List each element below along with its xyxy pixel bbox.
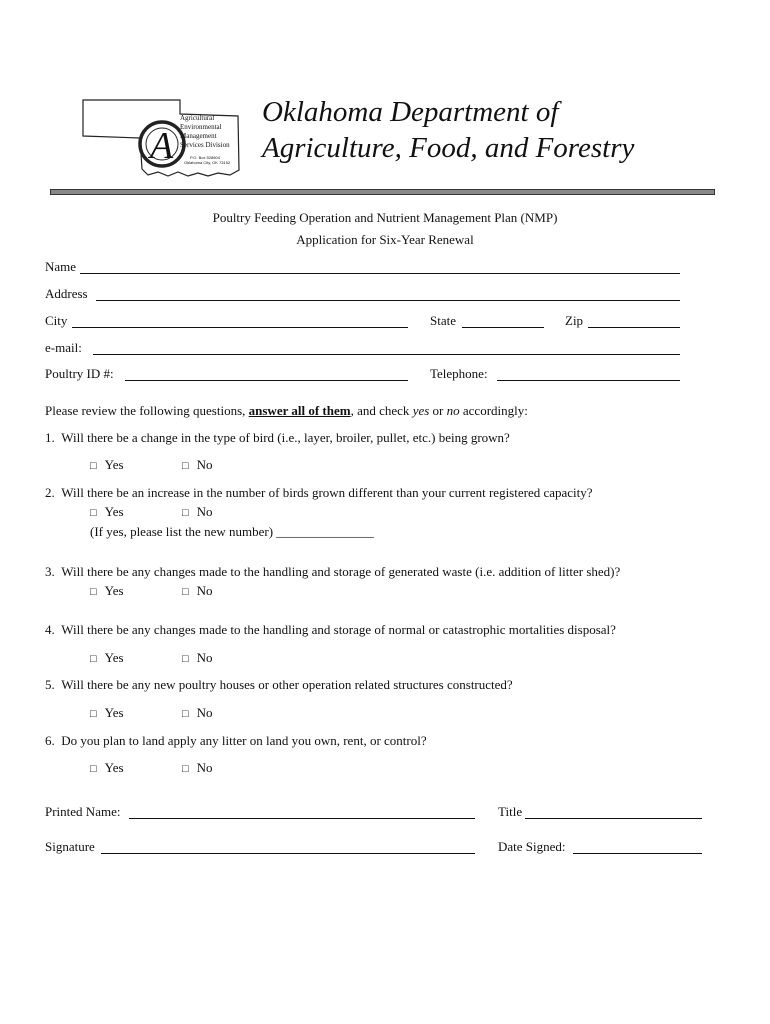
instructions: Please review the following questions, answer all of them, and check yes or no accordingly: (45, 403, 528, 418)
signature-field[interactable] (101, 853, 475, 854)
logo-address-2: Oklahoma City, OK 73152 (184, 160, 231, 165)
q6-no-option[interactable]: □ No (182, 760, 213, 775)
question-2-note[interactable]: (If yes, please list the new number) _______________ (90, 524, 374, 539)
name-label: Name (45, 259, 77, 274)
checkbox-icon[interactable]: □ (182, 708, 189, 720)
date-signed-field[interactable] (573, 853, 702, 854)
checkbox-icon[interactable]: □ (182, 460, 189, 472)
email-label: e-mail: (45, 340, 82, 355)
instructions-emphasis: answer all of them (248, 403, 351, 418)
zip-label: Zip (565, 313, 584, 328)
q2-yes-option[interactable]: □ Yes (90, 504, 124, 519)
question-2: 2. Will there be an increase in the number of birds grown different than your current registered capacity? (45, 485, 593, 500)
q2-no-option[interactable]: □ No (182, 504, 213, 519)
question-1: 1. Will there be a change in the type of bird (i.e., layer, broiler, pullet, etc.) being grown? (45, 430, 510, 445)
title-field[interactable] (525, 818, 702, 819)
checkbox-icon[interactable]: □ (90, 460, 97, 472)
q4-no-option[interactable]: □ No (182, 650, 213, 665)
telephone-label: Telephone: (430, 366, 488, 381)
department-title (262, 94, 634, 166)
agency-logo (80, 96, 242, 180)
q4-yes-option[interactable]: □ Yes (90, 650, 124, 665)
checkbox-icon[interactable]: □ (182, 586, 189, 598)
telephone-field[interactable] (497, 380, 680, 381)
q5-no-option[interactable]: □ No (182, 705, 213, 720)
q1-no-option[interactable]: □ No (182, 457, 213, 472)
logo-line-2: Environmental (180, 123, 222, 131)
email-field[interactable] (93, 354, 680, 355)
printed-name-label: Printed Name: (45, 804, 121, 819)
date-signed-label: Date Signed: (498, 839, 566, 854)
checkbox-icon[interactable]: □ (182, 507, 189, 519)
form-heading: Poultry Feeding Operation and Nutrient Management Plan (NMP) (212, 210, 558, 225)
question-3: 3. Will there be any changes made to the handling and storage of generated waste (i.e. addition of litter shed)? (45, 564, 621, 579)
logo-line-4: Services Division (180, 141, 230, 149)
q6-yes-option[interactable]: □ Yes (90, 760, 124, 775)
question-2-options (90, 504, 274, 521)
question-5: 5. Will there be any new poultry houses or other operation related structures constructed? (45, 677, 513, 692)
q1-yes-option[interactable]: □ Yes (90, 457, 124, 472)
form-subheading: Application for Six-Year Renewal (296, 232, 474, 247)
question-4-options (90, 650, 274, 667)
q3-yes-option[interactable]: □ Yes (90, 583, 124, 598)
address-field[interactable] (96, 300, 680, 301)
checkbox-icon[interactable]: □ (182, 653, 189, 665)
city-field[interactable] (72, 327, 408, 328)
question-4: 4. Will there be any changes made to the handling and storage of normal or catastrophic mortalities disposal? (45, 622, 616, 637)
q5-yes-option[interactable]: □ Yes (90, 705, 124, 720)
checkbox-icon[interactable]: □ (90, 507, 97, 519)
checkbox-icon[interactable]: □ (90, 653, 97, 665)
checkbox-icon[interactable]: □ (90, 708, 97, 720)
state-field[interactable] (462, 327, 544, 328)
logo-line-1: Agricultural (180, 114, 215, 122)
logo-address-1: P.O. Box 528804 (190, 155, 220, 160)
title-line-1: Oklahoma Department of (262, 96, 559, 128)
logo-letter: A (150, 125, 174, 167)
question-6: 6. Do you plan to land apply any litter on land you own, rent, or control? (45, 733, 427, 748)
poultry-id-field[interactable] (125, 380, 408, 381)
question-5-options (90, 705, 274, 722)
printed-name-field[interactable] (129, 818, 475, 819)
question-6-options (90, 760, 274, 777)
zip-field[interactable] (588, 327, 680, 328)
question-3-options (90, 583, 274, 600)
title-label: Title (498, 804, 523, 819)
state-label: State (430, 313, 456, 328)
header-divider (50, 189, 715, 195)
q3-no-option[interactable]: □ No (182, 583, 213, 598)
checkbox-icon[interactable]: □ (90, 586, 97, 598)
logo-line-3: Management (180, 132, 217, 140)
title-line-2: Agriculture, Food, and Forestry (262, 132, 635, 164)
question-1-options (90, 457, 274, 474)
address-label: Address (45, 286, 88, 301)
checkbox-icon[interactable]: □ (90, 763, 97, 775)
name-field[interactable] (80, 273, 680, 274)
signature-label: Signature (45, 839, 95, 854)
city-label: City (45, 313, 68, 328)
poultry-id-label: Poultry ID #: (45, 366, 114, 381)
checkbox-icon[interactable]: □ (182, 763, 189, 775)
